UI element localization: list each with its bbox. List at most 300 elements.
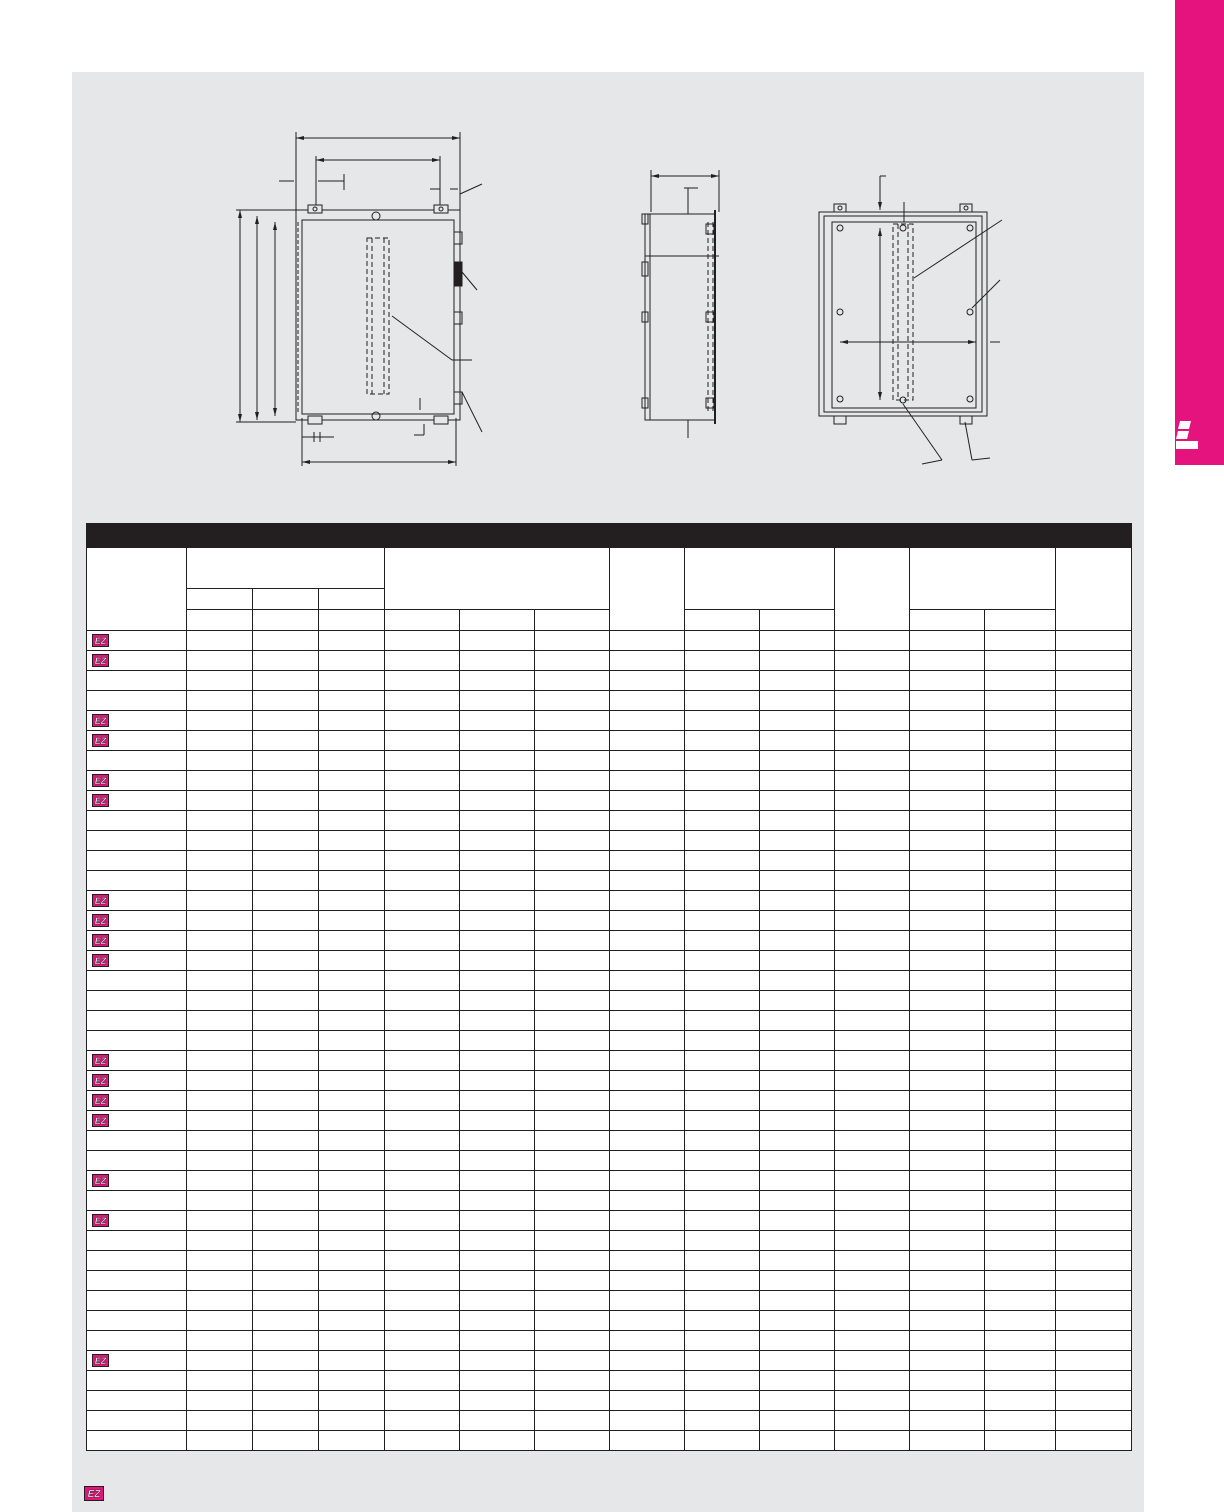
table-cell <box>385 1031 460 1051</box>
header-accessory-col-1 <box>835 548 910 631</box>
table-cell <box>910 1211 985 1231</box>
table-cell <box>385 1051 460 1071</box>
table-cell <box>535 911 610 931</box>
table-row <box>87 1271 1132 1291</box>
table-cell <box>760 651 835 671</box>
table-cell <box>610 1371 685 1391</box>
table-cell <box>760 1111 835 1131</box>
svg-text:EZ: EZ <box>94 1116 107 1126</box>
table-cell <box>1056 771 1132 791</box>
table-cell <box>1056 1211 1132 1231</box>
table-cell <box>187 831 253 851</box>
table-cell <box>253 1271 319 1291</box>
table-row <box>87 1111 1132 1131</box>
ez-badge-icon <box>92 634 109 647</box>
table-row <box>87 931 1132 951</box>
table-cell <box>985 671 1056 691</box>
table-cell <box>1056 911 1132 931</box>
table-cell <box>910 711 985 731</box>
table-row <box>87 811 1132 831</box>
table-cell <box>1056 691 1132 711</box>
table-cell <box>187 1171 253 1191</box>
catalog-cell <box>87 1111 187 1131</box>
table-cell <box>253 1031 319 1051</box>
table-cell <box>187 1271 253 1291</box>
table-cell <box>253 1431 319 1451</box>
table-cell <box>610 791 685 811</box>
table-cell <box>835 671 910 691</box>
svg-text:EZ: EZ <box>94 716 107 726</box>
catalog-cell <box>87 1031 187 1051</box>
table-cell <box>1056 1191 1132 1211</box>
table-cell <box>385 671 460 691</box>
table-cell <box>253 951 319 971</box>
table-cell <box>319 1311 385 1331</box>
table-cell <box>253 1331 319 1351</box>
table-cell <box>985 631 1056 651</box>
table-cell <box>610 1251 685 1271</box>
side-view-drawing <box>642 170 719 438</box>
table-cell <box>253 791 319 811</box>
table-cell <box>187 1351 253 1371</box>
catalog-cell <box>87 931 187 951</box>
table-cell <box>535 731 610 751</box>
ez-badge-icon <box>92 774 109 787</box>
table-cell <box>187 1051 253 1071</box>
table-cell <box>685 1431 760 1451</box>
table-cell <box>760 1151 835 1171</box>
table-cell <box>460 1191 535 1211</box>
table-cell <box>910 771 985 791</box>
table-row <box>87 1311 1132 1331</box>
table-cell <box>385 711 460 731</box>
ez-badge-icon <box>92 894 109 907</box>
table-cell <box>910 671 985 691</box>
table-cell <box>385 1251 460 1271</box>
table-cell <box>760 1351 835 1371</box>
table-cell <box>253 1171 319 1191</box>
table-cell <box>319 1351 385 1371</box>
table-cell <box>835 751 910 771</box>
table-cell <box>535 1231 610 1251</box>
table-cell <box>187 1111 253 1131</box>
subheader-cell <box>460 610 535 631</box>
table-cell <box>610 1111 685 1131</box>
table-cell <box>910 1271 985 1291</box>
table-cell <box>460 1111 535 1131</box>
table-cell <box>187 1091 253 1111</box>
table-cell <box>910 1091 985 1111</box>
table-cell <box>535 811 610 831</box>
table-cell <box>910 651 985 671</box>
table-row <box>87 1191 1132 1211</box>
table-cell <box>835 631 910 651</box>
table-cell <box>835 1391 910 1411</box>
ez-badge-icon <box>92 794 109 807</box>
table-cell <box>460 951 535 971</box>
table-cell <box>835 1291 910 1311</box>
table-cell <box>253 731 319 751</box>
table-cell <box>985 1091 1056 1111</box>
table-cell <box>760 1251 835 1271</box>
table-cell <box>535 891 610 911</box>
table-cell <box>910 811 985 831</box>
table-row <box>87 1291 1132 1311</box>
content-panel <box>72 72 1144 1512</box>
table-cell <box>460 1311 535 1331</box>
table-cell <box>319 731 385 751</box>
table-cell <box>535 771 610 791</box>
table-cell <box>1056 711 1132 731</box>
table-cell <box>319 791 385 811</box>
table-cell <box>985 1271 1056 1291</box>
table-cell <box>760 911 835 931</box>
header-single-col <box>610 548 685 631</box>
table-cell <box>187 1231 253 1251</box>
table-cell <box>385 1291 460 1311</box>
table-cell <box>460 1271 535 1291</box>
table-cell <box>685 631 760 651</box>
table-row <box>87 1131 1132 1151</box>
table-row <box>87 1231 1132 1251</box>
table-cell <box>910 1111 985 1131</box>
table-cell <box>760 1051 835 1071</box>
table-cell <box>760 1191 835 1211</box>
table-cell <box>610 851 685 871</box>
table-cell <box>610 831 685 851</box>
table-cell <box>985 991 1056 1011</box>
table-cell <box>319 1251 385 1271</box>
table-cell <box>760 1371 835 1391</box>
table-cell <box>385 1311 460 1331</box>
table-cell <box>835 871 910 891</box>
table-row <box>87 1031 1132 1051</box>
table-cell <box>685 871 760 891</box>
table-cell <box>319 771 385 791</box>
table-cell <box>460 931 535 951</box>
table-cell <box>319 1131 385 1151</box>
table-cell <box>385 1331 460 1351</box>
table-cell <box>187 1371 253 1391</box>
table-cell <box>1056 1291 1132 1311</box>
ez-badge-icon <box>92 1114 109 1127</box>
table-cell <box>535 1311 610 1331</box>
table-cell <box>187 1251 253 1271</box>
svg-text:EZ: EZ <box>94 736 107 746</box>
table-cell <box>610 1051 685 1071</box>
table-cell <box>910 951 985 971</box>
table-cell <box>460 891 535 911</box>
svg-text:EZ: EZ <box>94 1216 107 1226</box>
table-cell <box>910 731 985 751</box>
table-row <box>87 891 1132 911</box>
catalog-cell <box>87 851 187 871</box>
table-cell <box>760 1171 835 1191</box>
table-cell <box>319 1431 385 1451</box>
subheader-cell <box>319 589 385 610</box>
header-accessory-col-4 <box>1056 548 1132 631</box>
table-cell <box>385 811 460 831</box>
table-cell <box>985 1011 1056 1031</box>
table-cell <box>760 771 835 791</box>
table-cell <box>385 1431 460 1451</box>
table-cell <box>610 1011 685 1031</box>
table-cell <box>319 1211 385 1231</box>
table-cell <box>685 691 760 711</box>
table-cell <box>319 1371 385 1391</box>
table-cell <box>535 1091 610 1111</box>
table-cell <box>385 1151 460 1171</box>
table-cell <box>760 1071 835 1091</box>
table-cell <box>187 1031 253 1051</box>
table-cell <box>985 1031 1056 1051</box>
ez-badge-icon <box>92 954 109 967</box>
table-cell <box>1056 951 1132 971</box>
table-cell <box>535 1051 610 1071</box>
table-cell <box>535 971 610 991</box>
table-cell <box>910 631 985 651</box>
table-cell <box>760 631 835 651</box>
table-cell <box>253 1151 319 1171</box>
table-cell <box>319 711 385 731</box>
catalog-cell <box>87 1211 187 1231</box>
table-cell <box>910 1431 985 1451</box>
catalog-cell <box>87 1191 187 1211</box>
table-cell <box>910 1291 985 1311</box>
catalog-cell <box>87 1151 187 1171</box>
table-cell <box>910 931 985 951</box>
table-cell <box>835 1251 910 1271</box>
table-cell <box>685 891 760 911</box>
svg-text:EZ: EZ <box>87 1489 101 1500</box>
table-cell <box>319 691 385 711</box>
table-cell <box>1056 1251 1132 1271</box>
table-cell <box>1056 1311 1132 1331</box>
svg-text:EZ: EZ <box>94 1056 107 1066</box>
table-cell <box>685 1211 760 1231</box>
table-cell <box>610 871 685 891</box>
table-cell <box>910 1391 985 1411</box>
table-cell <box>253 1371 319 1391</box>
catalog-cell <box>87 671 187 691</box>
table-cell <box>610 911 685 931</box>
table-cell <box>460 1351 535 1371</box>
table-cell <box>385 871 460 891</box>
table-cell <box>187 1071 253 1091</box>
front-view-drawing <box>236 132 482 466</box>
table-row <box>87 1431 1132 1451</box>
catalog-cell <box>87 971 187 991</box>
table-cell <box>319 1151 385 1171</box>
table-cell <box>685 1291 760 1311</box>
technical-drawing <box>72 72 1144 532</box>
table-cell <box>610 711 685 731</box>
table-cell <box>685 1011 760 1031</box>
table-cell <box>319 1071 385 1091</box>
table-cell <box>187 691 253 711</box>
table-cell <box>910 831 985 851</box>
table-cell <box>253 1411 319 1431</box>
table-cell <box>253 851 319 871</box>
table-cell <box>385 931 460 951</box>
table-cell <box>985 1371 1056 1391</box>
table-cell <box>685 1091 760 1111</box>
table-cell <box>1056 731 1132 751</box>
table-cell <box>535 651 610 671</box>
table-cell <box>1056 1351 1132 1371</box>
table-cell <box>760 811 835 831</box>
table-cell <box>385 831 460 851</box>
table-cell <box>187 1411 253 1431</box>
table-cell <box>685 1191 760 1211</box>
table-cell <box>460 1131 535 1151</box>
table-cell <box>835 1091 910 1111</box>
table-cell <box>685 1231 760 1251</box>
table-cell <box>535 1431 610 1451</box>
table-cell <box>985 891 1056 911</box>
table-cell <box>1056 1411 1132 1431</box>
table-cell <box>985 811 1056 831</box>
table-cell <box>253 651 319 671</box>
table-cell <box>253 1211 319 1231</box>
table-cell <box>535 991 610 1011</box>
table-cell <box>187 1291 253 1311</box>
table-cell <box>910 991 985 1011</box>
table-cell <box>910 1171 985 1191</box>
table-cell <box>910 891 985 911</box>
table-cell <box>835 1131 910 1151</box>
table-cell <box>835 1211 910 1231</box>
catalog-cell <box>87 731 187 751</box>
table-cell <box>535 831 610 851</box>
table-cell <box>319 1191 385 1211</box>
subheader-cell <box>685 610 760 631</box>
table-cell <box>535 1111 610 1131</box>
table-cell <box>985 1251 1056 1271</box>
table-cell <box>187 1131 253 1151</box>
svg-text:EZ: EZ <box>94 636 107 646</box>
table-cell <box>685 1331 760 1351</box>
table-subheader-row <box>87 610 1132 631</box>
section-logo-icon <box>1176 420 1198 450</box>
table-cell <box>535 951 610 971</box>
table-cell <box>535 1291 610 1311</box>
table-cell <box>319 1231 385 1251</box>
table-cell <box>760 1411 835 1431</box>
table-cell <box>319 811 385 831</box>
table-cell <box>910 971 985 991</box>
catalog-cell <box>87 691 187 711</box>
ez-badge-icon <box>92 734 109 747</box>
table-cell <box>460 711 535 731</box>
table-cell <box>1056 631 1132 651</box>
table-cell <box>1056 751 1132 771</box>
catalog-cell <box>87 1391 187 1411</box>
table-cell <box>1056 851 1132 871</box>
table-cell <box>835 1331 910 1351</box>
table-cell <box>319 951 385 971</box>
table-cell <box>187 911 253 931</box>
catalog-cell <box>87 1171 187 1191</box>
table-cell <box>385 1411 460 1431</box>
table-cell <box>1056 931 1132 951</box>
table-cell <box>1056 1111 1132 1131</box>
table-cell <box>985 1391 1056 1411</box>
header-group-mounting <box>385 548 610 610</box>
table-cell <box>460 1051 535 1071</box>
table-cell <box>385 1231 460 1251</box>
table-cell <box>685 671 760 691</box>
table-cell <box>460 791 535 811</box>
table-row <box>87 751 1132 771</box>
table-cell <box>253 1111 319 1131</box>
table-cell <box>685 931 760 951</box>
table-cell <box>835 931 910 951</box>
table-cell <box>460 1091 535 1111</box>
table-cell <box>910 1051 985 1071</box>
table-cell <box>460 851 535 871</box>
table-cell <box>910 1011 985 1031</box>
catalog-cell <box>87 1051 187 1071</box>
svg-text:EZ: EZ <box>94 936 107 946</box>
table-cell <box>910 1331 985 1351</box>
table-cell <box>187 1311 253 1331</box>
table-cell <box>985 971 1056 991</box>
table-cell <box>385 751 460 771</box>
table-cell <box>985 1411 1056 1431</box>
table-cell <box>460 691 535 711</box>
table-cell <box>985 831 1056 851</box>
table-header-row <box>87 548 1132 589</box>
table-cell <box>385 731 460 751</box>
table-cell <box>760 711 835 731</box>
table-cell <box>760 891 835 911</box>
table-cell <box>385 1071 460 1091</box>
table-cell <box>910 1311 985 1331</box>
table-cell <box>685 1311 760 1331</box>
table-cell <box>910 1371 985 1391</box>
table-row <box>87 1331 1132 1351</box>
table-cell <box>460 971 535 991</box>
table-cell <box>685 1371 760 1391</box>
table-cell <box>253 971 319 991</box>
subheader-cell <box>319 610 385 631</box>
table-cell <box>319 1291 385 1311</box>
table-row <box>87 991 1132 1011</box>
table-cell <box>187 1151 253 1171</box>
table-cell <box>535 1011 610 1031</box>
table-cell <box>760 1271 835 1291</box>
table-cell <box>319 1171 385 1191</box>
table-cell <box>535 1271 610 1291</box>
table-cell <box>319 931 385 951</box>
table-cell <box>385 631 460 651</box>
table-cell <box>760 1311 835 1331</box>
table-cell <box>253 1311 319 1331</box>
table-cell <box>910 911 985 931</box>
table-cell <box>385 1191 460 1211</box>
table-cell <box>985 1051 1056 1071</box>
table-cell <box>985 1191 1056 1211</box>
table-cell <box>385 1111 460 1131</box>
table-row <box>87 631 1132 651</box>
table-cell <box>1056 1171 1132 1191</box>
table-cell <box>460 751 535 771</box>
table-cell <box>1056 871 1132 891</box>
table-cell <box>385 1351 460 1371</box>
svg-text:EZ: EZ <box>94 1176 107 1186</box>
table-cell <box>985 1131 1056 1151</box>
